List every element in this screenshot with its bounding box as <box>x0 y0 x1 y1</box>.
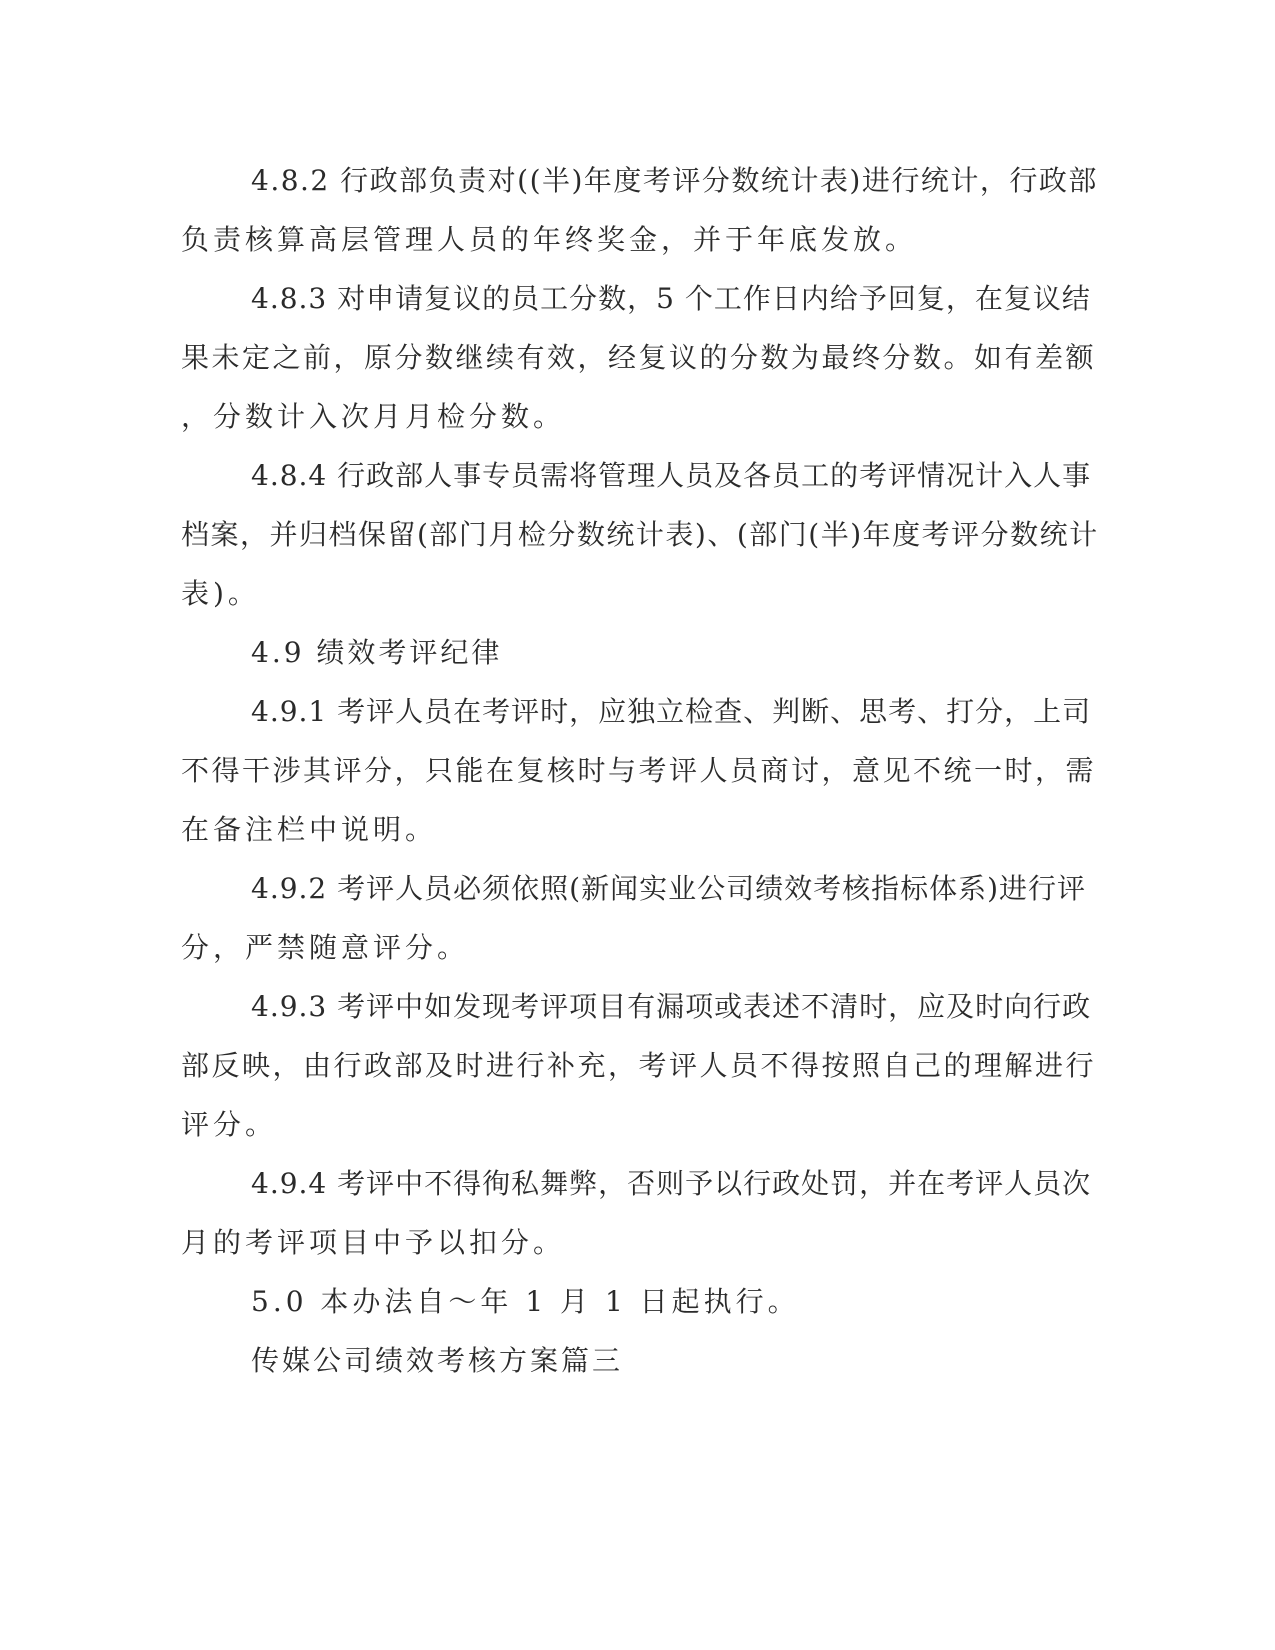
paragraph-4-8-4-line-2: 档案，并归档保留(部门月检分数统计表)、(部门(半)年度考评分数统计 <box>181 518 1099 551</box>
paragraph-4-8-3-line-2: 果未定之前，原分数继续有效，经复议的分数为最终分数。如有差额 <box>181 341 1097 374</box>
section-heading-4-9: 4.9 绩效考评纪律 <box>251 636 503 669</box>
paragraph-4-9-2-line-1: 4.9.2 考评人员必须依照(新闻实业公司绩效考核指标体系)进行评 <box>251 872 1086 905</box>
paragraph-4-9-1-line-1: 4.9.1 考评人员在考评时，应独立检查、判断、思考、打分，上司 <box>251 695 1092 728</box>
paragraph-4-9-1-line-2: 不得干涉其评分，只能在复核时与考评人员商讨，意见不统一时，需 <box>181 754 1097 787</box>
paragraph-4-8-2-line-1: 4.8.2 行政部负责对((半)年度考评分数统计表)进行统计，行政部 <box>251 164 1098 197</box>
paragraph-4-8-2-line-2: 负责核算高层管理人员的年终奖金，并于年底发放。 <box>181 223 918 256</box>
paragraph-4-8-4-line-3: 表)。 <box>181 577 260 610</box>
section-title-part-three: 传媒公司绩效考核方案篇三 <box>251 1344 624 1377</box>
paragraph-4-9-4-line-1: 4.9.4 考评中不得徇私舞弊，否则予以行政处罚，并在考评人员次 <box>251 1167 1092 1200</box>
paragraph-5-0: 5.0 本办法自～年 1 月 1 日起执行。 <box>251 1285 800 1318</box>
paragraph-4-9-4-line-2: 月的考评项目中予以扣分。 <box>181 1226 566 1259</box>
paragraph-4-8-3-line-1: 4.8.3 对申请复议的员工分数，5 个工作日内给予回复，在复议结 <box>251 282 1091 315</box>
paragraph-4-9-3-line-2: 部反映，由行政部及时进行补充，考评人员不得按照自己的理解进行 <box>181 1049 1097 1082</box>
paragraph-4-9-3-line-1: 4.9.3 考评中如发现考评项目有漏项或表述不清时，应及时向行政 <box>251 990 1092 1023</box>
paragraph-4-9-2-line-2: 分，严禁随意评分。 <box>181 931 470 964</box>
paragraph-4-9-3-line-3: 评分。 <box>181 1108 278 1141</box>
paragraph-4-8-4-line-1: 4.8.4 行政部人事专员需将管理人员及各员工的考评情况计入人事 <box>251 459 1092 492</box>
paragraph-4-9-1-line-3: 在备注栏中说明。 <box>181 813 438 846</box>
paragraph-4-8-3-line-3: ，分数计入次月月检分数。 <box>181 400 566 433</box>
